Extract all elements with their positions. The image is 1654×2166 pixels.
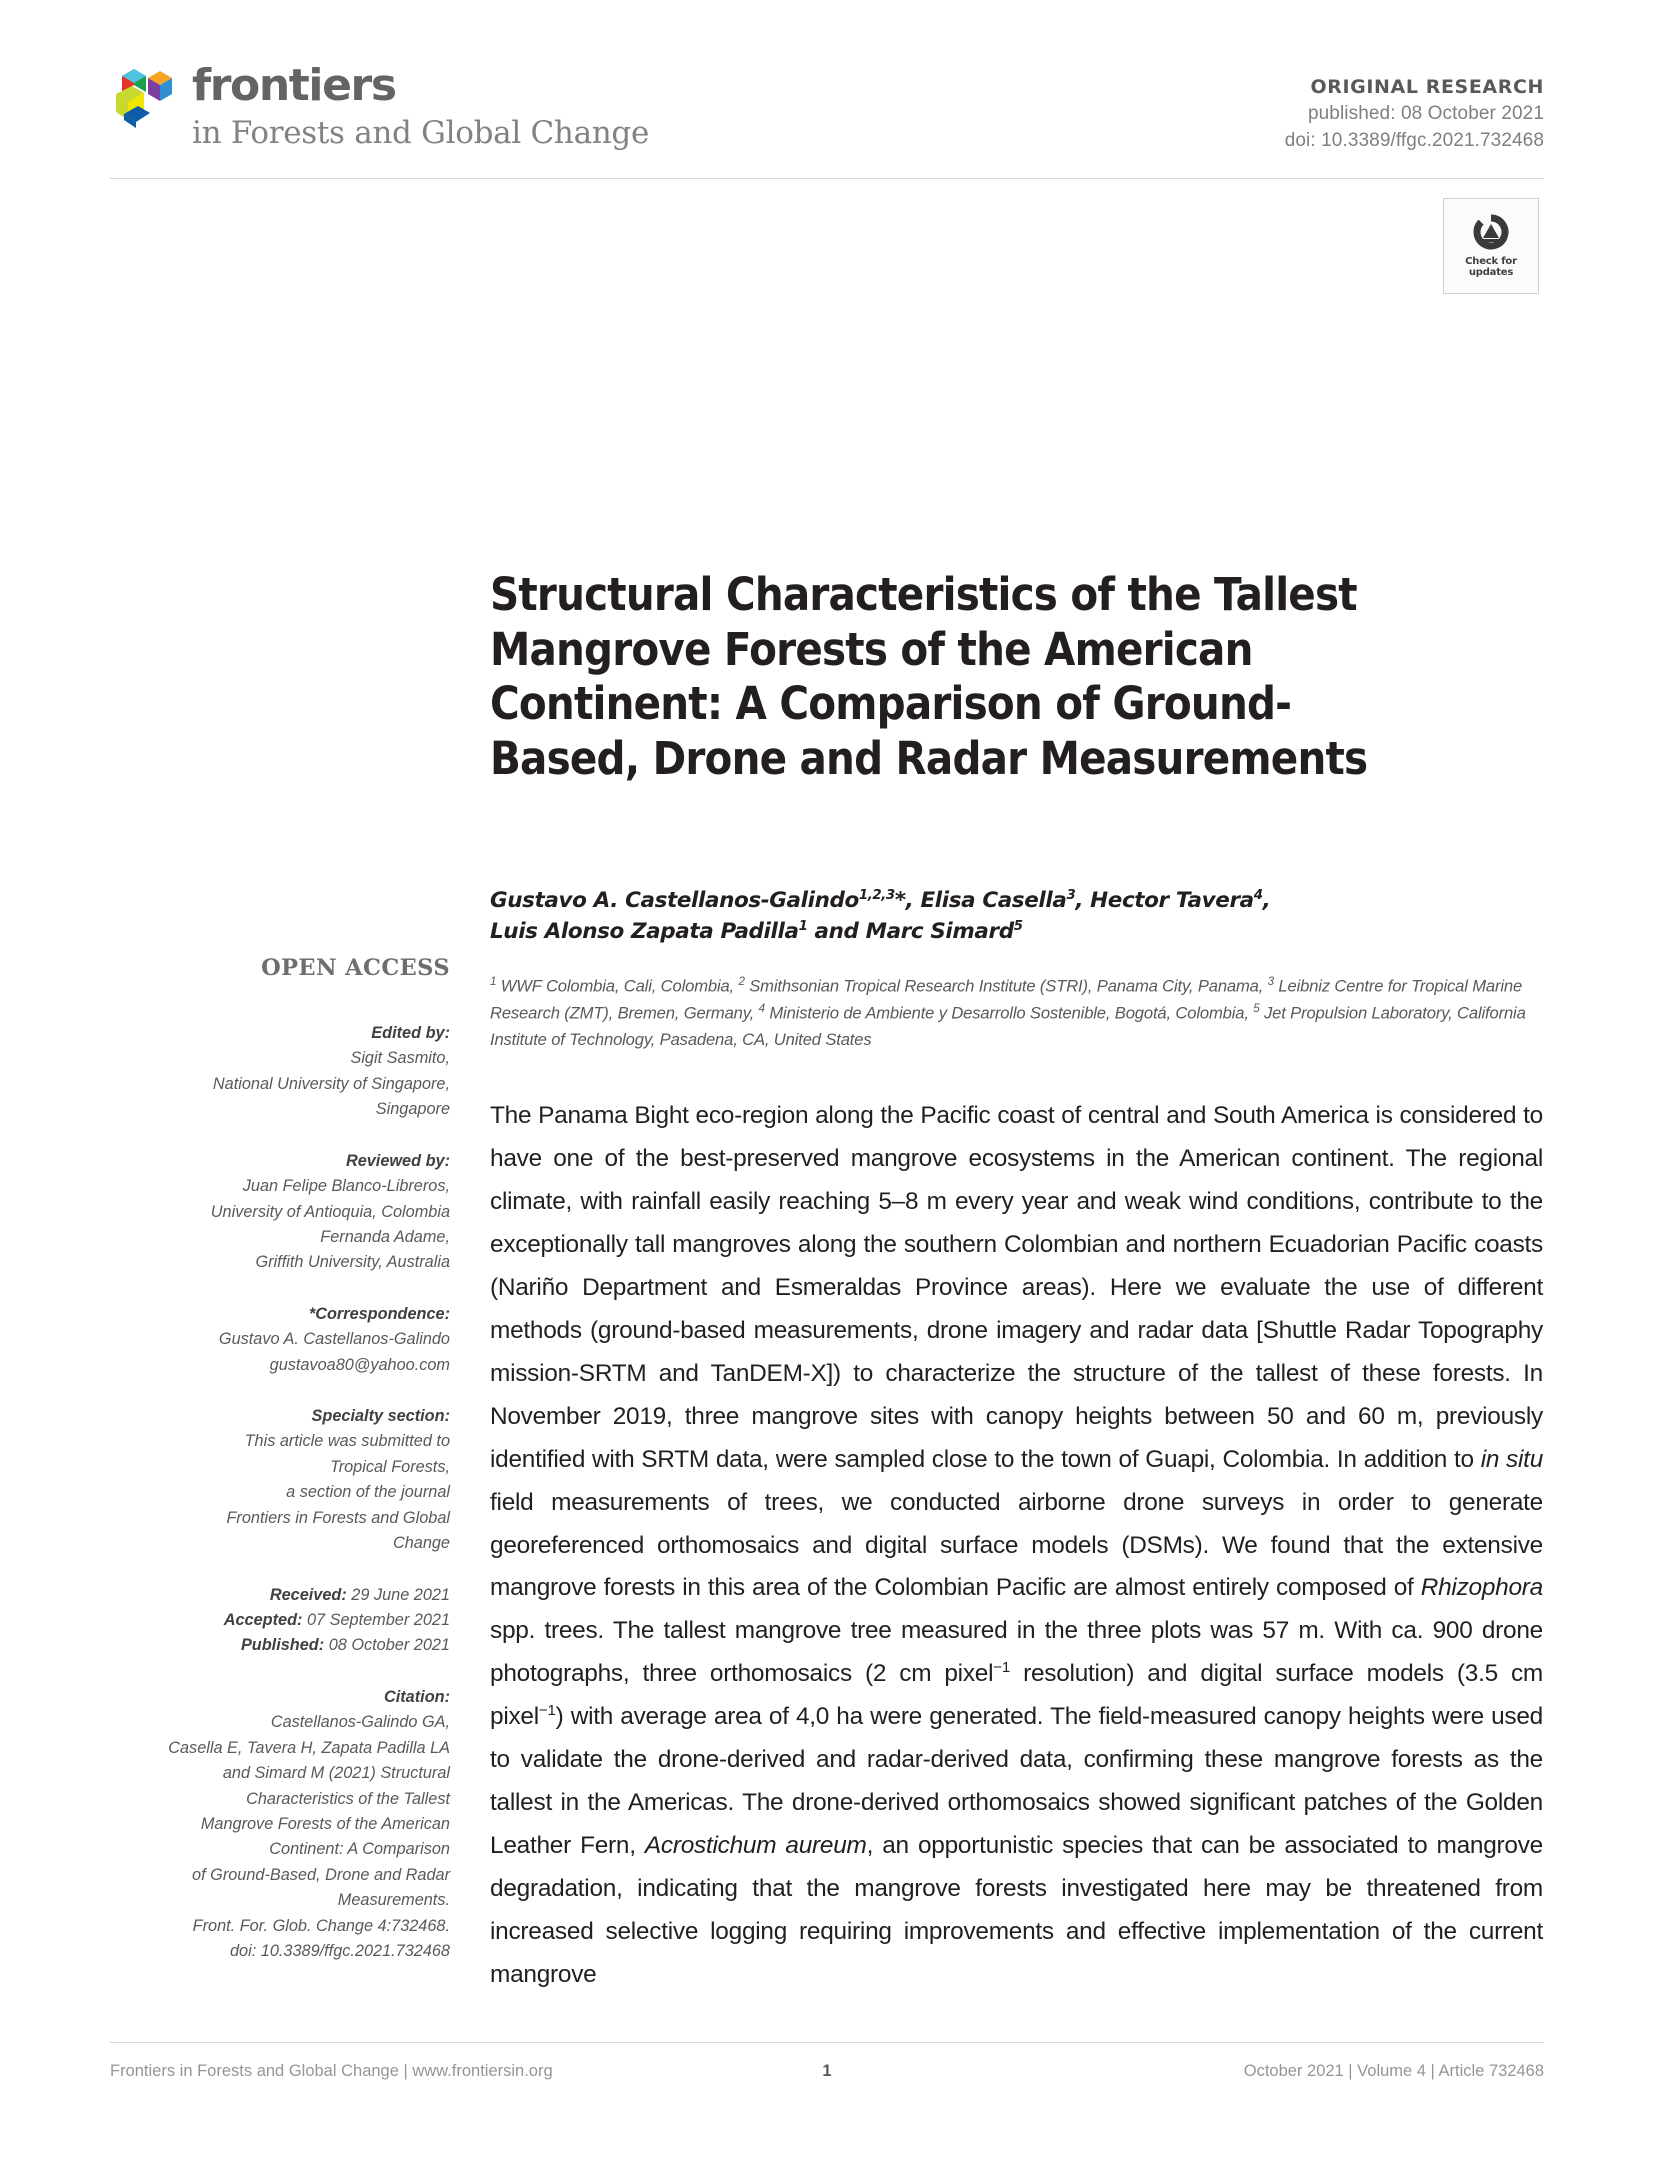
footer-issue-info: October 2021 | Volume 4 | Article 732468 bbox=[1243, 2062, 1544, 2080]
correspondence-block bbox=[110, 1302, 450, 1378]
reviewed-by-heading: Reviewed by: bbox=[345, 1151, 450, 1170]
author-3[interactable]: , Hector Tavera bbox=[1075, 888, 1254, 913]
footer-page-number: 1 bbox=[822, 2062, 832, 2080]
abstract-italic-rhizophora: Rhizophora bbox=[1420, 1574, 1543, 1602]
article-title: Structural Characteristics of the Tallest Mangrove Forests of the American Continent: A Comparison of Ground-Based, Drone and Radar Measurements bbox=[490, 568, 1368, 786]
specialty-line-1: This article was submitted to bbox=[244, 1432, 450, 1451]
brand-name: frontiers bbox=[192, 60, 396, 111]
author-3-affil: 4 bbox=[1253, 887, 1263, 903]
citation-line-4: Characteristics of the Tallest bbox=[246, 1789, 450, 1808]
published-value: 08 October 2021 bbox=[324, 1636, 450, 1655]
reviewer-1-name: Juan Felipe Blanco-Libreros, bbox=[242, 1177, 450, 1196]
citation-line-8: Measurements. bbox=[337, 1891, 450, 1910]
specialty-line-5: Change bbox=[392, 1534, 450, 1553]
specialty-section-block bbox=[110, 1404, 450, 1557]
editor-name: Sigit Sasmito, bbox=[350, 1049, 450, 1068]
citation-line-1: Castellanos-Galindo GA, bbox=[270, 1713, 450, 1732]
citation-line-7: of Ground-Based, Drone and Radar bbox=[192, 1865, 450, 1884]
author-4-affil: 1 bbox=[798, 919, 808, 935]
author-sep: , bbox=[1262, 888, 1271, 913]
crossmark-line2: updates bbox=[1468, 267, 1514, 278]
citation-heading: Citation: bbox=[383, 1687, 450, 1706]
author-list bbox=[490, 885, 1540, 948]
correspondence-name: Gustavo A. Castellanos-Galindo bbox=[218, 1330, 450, 1349]
crossmark-line1: Check for bbox=[1465, 255, 1517, 267]
editor-affil-2: Singapore bbox=[375, 1100, 450, 1119]
abstract-part-5: ) with average area of 4,0 ha were generated. The field-measured canopy heights were used to validate the drone-derived and radar-derived data, confirming these mangrove forests as the tallest in the Americas. The drone-derived orthomosaics showed significant patches of the Golden Leather Fern, bbox=[490, 1703, 1543, 1860]
published-label: Published: bbox=[240, 1636, 325, 1655]
received-value: 29 June 2021 bbox=[346, 1585, 450, 1604]
received-line bbox=[110, 1583, 450, 1608]
sidebar bbox=[110, 955, 450, 1965]
abstract-italic-in-situ: in situ bbox=[1480, 1445, 1544, 1473]
abstract-part-4: resolution) and digital surface models (3.5 cm pixel bbox=[490, 1660, 1544, 1731]
affiliation-2: Smithsonian Tropical Research Institute (STRI), Panama City, Panama, bbox=[744, 976, 1268, 996]
edited-by-block bbox=[110, 1021, 450, 1123]
frontiers-logo-icon bbox=[110, 56, 184, 136]
citation-line-9: Front. For. Glob. Change 4:732468. bbox=[192, 1916, 450, 1935]
abstract-text bbox=[490, 1095, 1543, 1997]
specialty-heading: Specialty section: bbox=[311, 1407, 450, 1426]
abstract-superscript-2: −1 bbox=[538, 1702, 556, 1720]
abstract-part-6: , an opportunistic species that can be associated to mangrove degradation, indicating that the mangrove forests investigated here may be threatened from increased selective logging requiring improvements and effective implementation of the current mangrove bbox=[490, 1832, 1543, 1989]
specialty-line-2: Tropical Forests, bbox=[329, 1457, 450, 1476]
author-5[interactable]: and Marc Simard bbox=[807, 919, 1014, 945]
affiliation-5: Jet Propulsion Laboratory, California Institute of Technology, Pasadena, CA, United States bbox=[490, 1003, 1526, 1050]
crossmark-label bbox=[1465, 256, 1517, 278]
abstract-italic-acrostichum: Acrostichum aureum bbox=[644, 1832, 867, 1860]
accepted-value: 07 September 2021 bbox=[302, 1611, 450, 1630]
footer-divider bbox=[110, 2042, 1544, 2043]
published-line bbox=[110, 1633, 450, 1658]
author-4[interactable]: Luis Alonso Zapata Padilla bbox=[490, 919, 799, 945]
abstract-superscript-1: −1 bbox=[993, 1659, 1011, 1677]
brand-subtitle: in Forests and Global Change bbox=[192, 115, 650, 151]
specialty-line-4: Frontiers in Forests and Global bbox=[226, 1508, 450, 1527]
reviewer-1-affil: University of Antioquia, Colombia bbox=[210, 1202, 450, 1221]
author-2-affil: 3 bbox=[1066, 887, 1076, 903]
correspondence-heading: *Correspondence: bbox=[308, 1304, 450, 1323]
citation-line-3: and Simard M (2021) Structural bbox=[222, 1764, 450, 1783]
abstract-part-2: field measurements of trees, we conducted airborne drone surveys in order to generate georeferenced orthomosaics and digital surface models (DSMs). We found that the extensive mangrove forests in this area of the Colombian Pacific are almost entirely composed of bbox=[490, 1488, 1543, 1602]
author-1-affil: 1,2,3 bbox=[858, 887, 895, 903]
citation-line-6: Continent: A Comparison bbox=[269, 1840, 450, 1859]
masthead bbox=[110, 52, 1544, 170]
author-2[interactable]: *, Elisa Casella bbox=[894, 888, 1067, 913]
affiliations bbox=[490, 973, 1543, 1054]
author-5-affil: 5 bbox=[1013, 919, 1023, 935]
affil-marker-4: 4 bbox=[758, 1002, 765, 1016]
reviewer-2-name: Fernanda Adame, bbox=[320, 1227, 450, 1246]
reviewed-by-block bbox=[110, 1149, 450, 1276]
publication-info bbox=[1285, 74, 1544, 155]
author-1[interactable]: Gustavo A. Castellanos-Galindo bbox=[490, 888, 859, 913]
correspondence-email[interactable]: gustavoa80@yahoo.com bbox=[269, 1355, 450, 1374]
citation-doi[interactable]: doi: 10.3389/ffgc.2021.732468 bbox=[230, 1942, 450, 1961]
citation-line-2: Casella E, Tavera H, Zapata Padilla LA bbox=[168, 1738, 450, 1757]
received-label: Received: bbox=[269, 1585, 347, 1604]
affiliation-3: Leibniz Centre for Tropical Marine Research (ZMT), Bremen, Germany, bbox=[490, 976, 1523, 1023]
dates-block bbox=[110, 1583, 450, 1659]
edited-by-heading: Edited by: bbox=[371, 1024, 450, 1042]
citation-line-5: Mangrove Forests of the American bbox=[200, 1814, 450, 1833]
reviewer-2-affil: Griffith University, Australia bbox=[255, 1253, 450, 1272]
affiliation-4: Ministerio de Ambiente y Desarrollo Sostenible, Bogotá, Colombia, bbox=[764, 1003, 1254, 1023]
published-date: published: 08 October 2021 bbox=[1307, 102, 1544, 124]
abstract-part-3: spp. trees. The tallest mangrove tree measured in the three plots was 57 m. With ca. 900 drone photographs, three orthomosaics (2 cm pixel bbox=[490, 1617, 1543, 1688]
affil-marker-5: 5 bbox=[1253, 1002, 1260, 1016]
page-footer bbox=[110, 2062, 1544, 2088]
check-for-updates-badge[interactable] bbox=[1443, 198, 1539, 294]
footer-journal-url[interactable]: Frontiers in Forests and Global Change | www.frontiersin.org bbox=[110, 2062, 553, 2080]
open-access-label: OPEN ACCESS bbox=[261, 955, 450, 981]
accepted-label: Accepted: bbox=[223, 1611, 303, 1630]
journal-brand[interactable] bbox=[110, 52, 649, 149]
affil-marker-3: 3 bbox=[1267, 975, 1274, 988]
affil-marker-1: 1 bbox=[490, 975, 497, 988]
article-type: ORIGINAL RESEARCH bbox=[1310, 76, 1544, 98]
citation-block bbox=[110, 1685, 450, 1965]
doi-line[interactable]: doi: 10.3389/ffgc.2021.732468 bbox=[1284, 129, 1544, 151]
header-divider bbox=[110, 178, 1544, 179]
affiliation-1: WWF Colombia, Cali, Colombia, bbox=[496, 976, 739, 996]
crossmark-icon bbox=[1469, 214, 1513, 254]
abstract-part-1: The Panama Bight eco-region along the Pacific coast of central and South America is considered to have one of the best-preserved mangrove ecosystems in the American continent. The regional climate, with rainfall easily reaching 5–8 m every year and weak wind conditions, contribute to the exceptionally tall mangroves along the southern Colombian and northern Ecuadorian Pacific coasts (Nariño Department and Esmeraldas Province areas). Here we evaluate the use of different methods (ground-based measurements, drone imagery and radar data [Shuttle Radar Topography mission-SRTM and TanDEM-X]) to characterize the structure of the tallest of these forests. In November 2019, three mangrove sites with canopy heights between 50 and 60 m, previously identified with SRTM data, were sampled close to the town of Guapi, Colombia. In addition to bbox=[490, 1102, 1543, 1473]
affil-marker-2: 2 bbox=[738, 975, 745, 988]
specialty-line-3: a section of the journal bbox=[286, 1483, 450, 1502]
editor-affil-1: National University of Singapore, bbox=[212, 1074, 450, 1093]
accepted-line bbox=[110, 1608, 450, 1633]
